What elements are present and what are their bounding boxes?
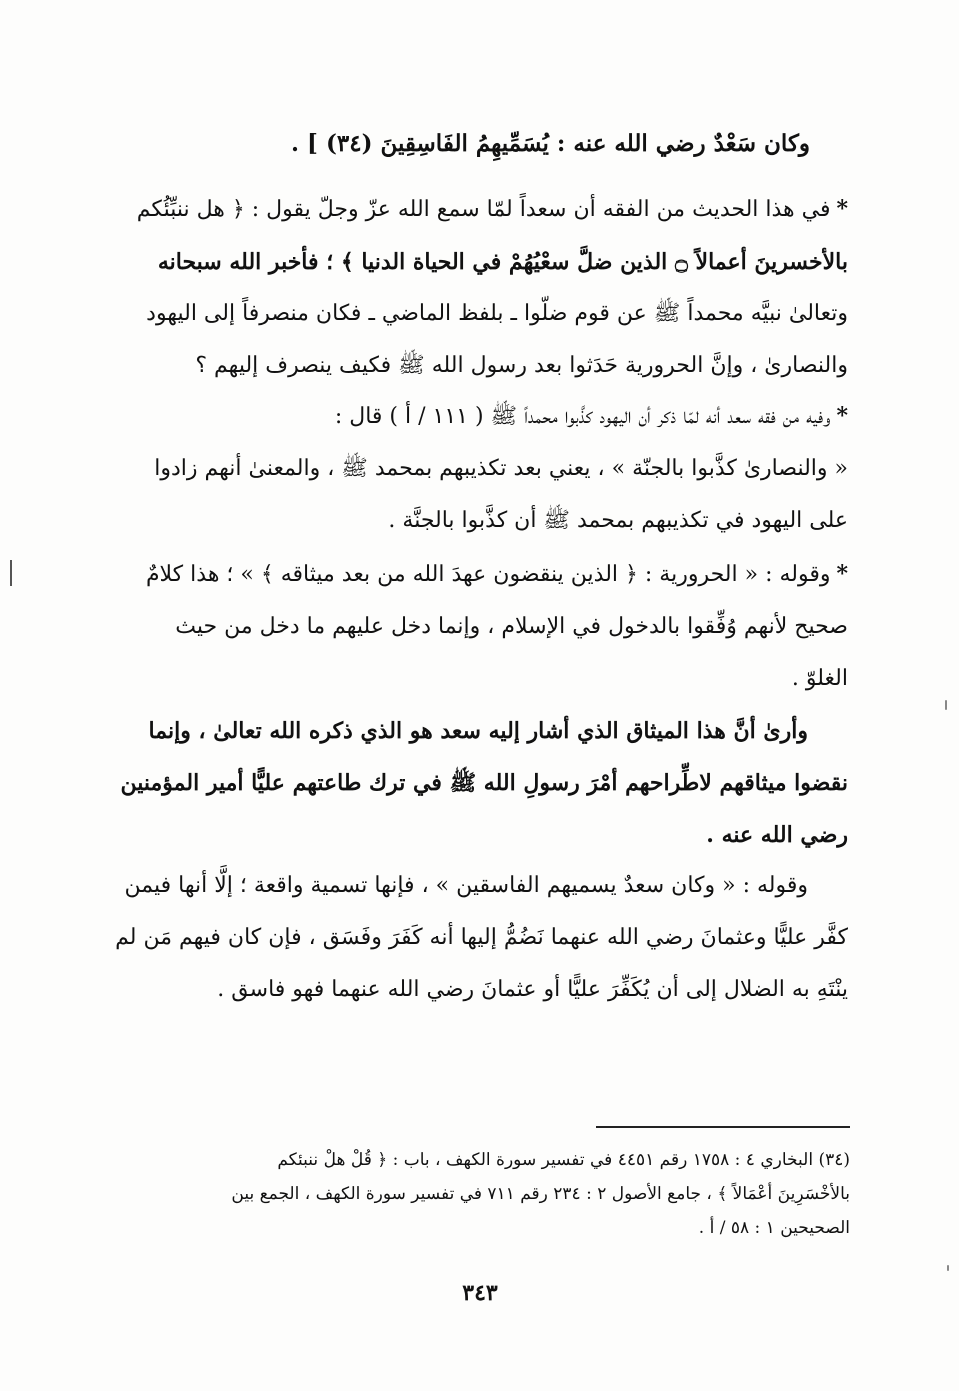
paragraph-line-text: وقوله : « الحرورية : ﴿ الذين ينقضون عهدَ الله من بعد ميثاقه ﴾ » ؛ هذا كلامٌ bbox=[145, 562, 831, 587]
paragraph-2 bbox=[108, 390, 848, 547]
paragraph-line: نقضوا ميثاقهم لاطِّراحهم أمْرَ رسولِ الله ﷺ في ترك طاعتهم عليًّا أمير المؤمنين bbox=[120, 770, 848, 796]
header-text: وكان سَعْدٌ رضي الله عنه : يُسَمِّيهِمُ الفَاسِقِينَ (٣٤) ] . bbox=[291, 130, 810, 157]
paragraph-line: على اليهود في تكذيبهم بمحمد ﷺ أن كذَّبوا بالجنَّة . bbox=[388, 508, 848, 533]
paragraph-3 bbox=[108, 548, 848, 705]
paragraph-line: كفَّر عليًّا وعثمانَ رضي الله عنهما نَضُمُّ إليها أنه كَفَرَ وفَسَق ، فإن كان فيهم مَن لم bbox=[115, 925, 848, 950]
paragraph-line bbox=[108, 183, 848, 236]
paragraph-line: الغلوّ . bbox=[791, 666, 848, 691]
bullet-mark: * bbox=[836, 561, 848, 587]
paragraph-line bbox=[108, 390, 848, 443]
paragraph-line: والنصارىٰ ، وإنَّ الحرورية حَدَثوا بعد رسول الله ﷺ فكيف ينصرف إليهم ؟ bbox=[195, 353, 848, 378]
header-line bbox=[250, 118, 810, 170]
paragraph-line: وأرىٰ أنَّ هذا الميثاق الذي أشار إليه سعد هو الذي ذكره الله تعالىٰ ، وإنما bbox=[148, 718, 808, 744]
scan-margin-mark bbox=[10, 560, 12, 586]
paragraph-5 bbox=[108, 860, 848, 1016]
page-number: ٣٤٣ bbox=[462, 1280, 498, 1306]
paragraph-4 bbox=[108, 705, 848, 861]
footnote-line: (٣٤) البخاري ٤ : ١٧٥٨ رقم ٤٤٥١ في تفسير سورة الكهف ، باب : ﴿ قُلْ هلْ ننبئكم bbox=[277, 1150, 850, 1170]
scan-speck bbox=[945, 700, 947, 710]
paragraph-line: رضي الله عنه . bbox=[706, 822, 848, 848]
footnote bbox=[108, 1143, 850, 1245]
paragraph-line: ينْتَهِ به الضلال إلى أن يُكَفِّرَ عليًّا أو عثمانَ رضي الله عنهما فهو فاسق . bbox=[217, 977, 848, 1002]
paragraph-line-text: وفيه من فقه سعد أنه لمّا ذكر أن اليهود كذَّبوا محمداً ﷺ ( ١١١ / أ ) قال : bbox=[334, 404, 831, 429]
paragraph-line: بالأخسرينَ أعمالاً ۝ الذين ضلَّ سعْيُهُمْ في الحياة الدنيا ﴾ ؛ فأخبر الله سبحانه bbox=[157, 249, 848, 275]
footnote-line: بالأخْسَرِينَ أعْمَالاً ﴾ ، جامع الأصول ٢ : ٢٣٤ رقم ٧١١ في تفسير سورة الكهف ، الجمع بين bbox=[231, 1184, 850, 1204]
footnote-divider bbox=[596, 1126, 850, 1128]
bullet-mark: * bbox=[836, 196, 848, 222]
bullet-mark: * bbox=[836, 403, 848, 429]
paragraph-line-text: في هذا الحديث من الفقه أن سعداً لمّا سمع الله عزّ وجلّ يقول : ﴿ هل ننبِّئُكم bbox=[136, 197, 831, 222]
paragraph-line: صحيح لأنهم وُفِّقوا بالدخول في الإسلام ، وإنما دخل عليهم ما دخل من حيث bbox=[175, 614, 848, 639]
paragraph-line: وقوله : « وكان سعدٌ يسميهم الفاسقين » ، فإنها تسمية واقعة ؛ إلَّا أنها فيمن bbox=[124, 873, 808, 898]
paragraph-line bbox=[108, 548, 848, 601]
footnote-line: الصحيحين ١ : ٥٨ / أ . bbox=[698, 1218, 850, 1238]
paragraph-line: « والنصارىٰ كذَّبوا بالجنّة » ، يعني بعد تكذيبهم بمحمد ﷺ ، والمعنىٰ أنهم زادوا bbox=[154, 456, 848, 481]
paragraph-1 bbox=[108, 183, 848, 392]
paragraph-line: وتعالىٰ نبيَّه محمداً ﷺ عن قوم ضلّوا ـ بلفظ الماضي ـ فكان منصرفاً إلى اليهود bbox=[146, 301, 848, 326]
scan-speck bbox=[947, 1265, 949, 1271]
